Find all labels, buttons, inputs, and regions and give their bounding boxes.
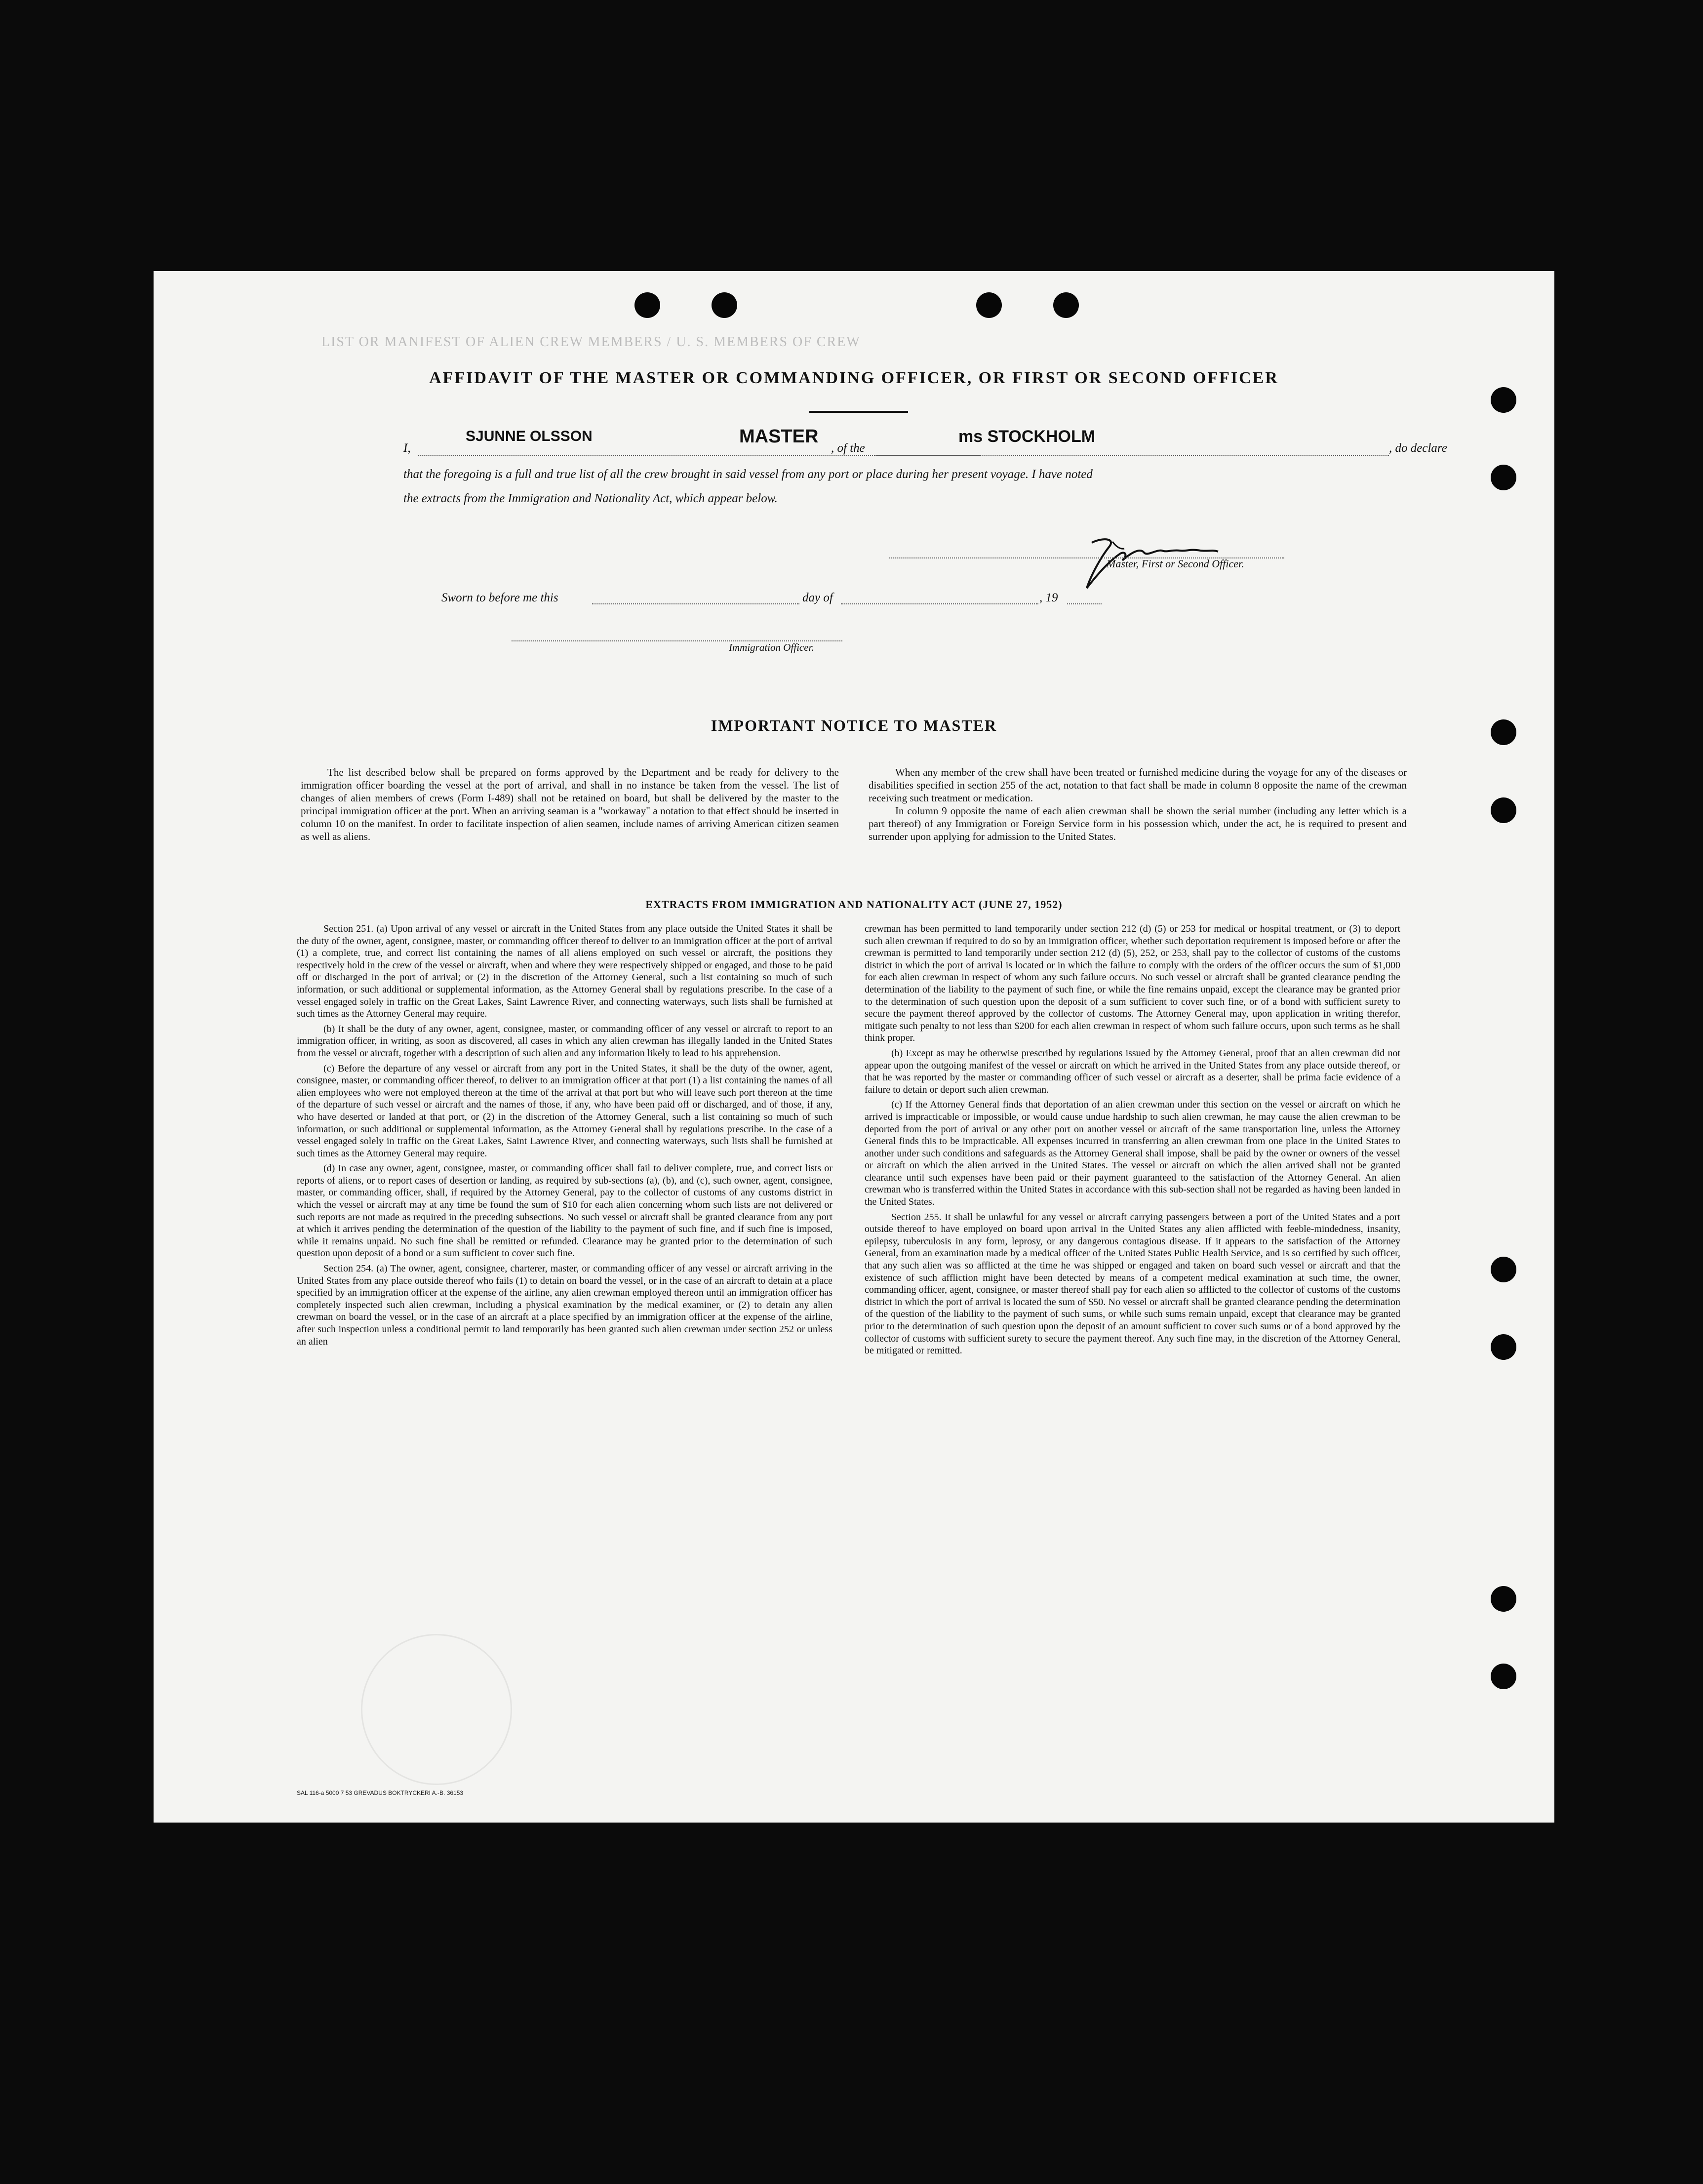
extract-paragraph: (b) It shall be the duty of any owner, agent, consignee, master, or commanding officer of any vessel or aircraft to report to an immigration officer, in writing, as soon as discovered, all cases in which any alien crewman has illegally landed in the United States from the vessel or aircraft, together with a description of such alien and any information likely to lead to his apprehension. <box>297 1023 832 1059</box>
immigration-officer-caption: Immigration Officer. <box>729 641 814 653</box>
day-of-text: day of <box>802 591 833 604</box>
notice-paragraph: The list described below shall be prepared on forms approved by the Department and be ready for delivery to the immigration officer boarding the vessel at the port of arrival, and shall in no instance be taken from the vessel. The list of changes of alien members of crews (Form I-489) shall not be retained on board, but shall be delivered by the master to the principal immigration officer at the port. When an arriving seaman is a "workaway" a notation to that effect should be inserted in column 10 on the manifest. In order to facilitate inspection of alien seamen, include names of arriving American citizen seamen as well as aliens. <box>301 766 839 842</box>
extract-paragraph: Section 254. (a) The owner, agent, consignee, charterer, master, or commanding officer of any vessel or aircraft arriving in the United States from any place outside thereof who fails (1) to detain on board the vessel, or in the case of an aircraft to detain at a place specified by an immigration officer at the expense of the airline, any alien crewman employed thereon until an immigration officer has completely inspected such alien crewman, including a physical examination by the medical examiner, or (2) to detain any alien crewman on board the vessel, or in the case of an aircraft at a place specified by an immigration officer at the expense of the airline, after such inspection unless a conditional permit to land temporarily has been granted such alien crewman under section 252 or unless an alien <box>297 1263 832 1347</box>
punch-hole <box>1491 1664 1516 1689</box>
punch-hole <box>1053 292 1079 318</box>
year-prefix: , 19 <box>1039 591 1058 604</box>
extracts-title: EXTRACTS FROM IMMIGRATION AND NATIONALITY ACT (JUNE 27, 1952) <box>645 898 1063 911</box>
extract-paragraph: (c) If the Attorney General finds that deportation of an alien crewman under this section on the vessel or aircraft on which he arrived is impracticable or impossible, or would cause undue hardship to such alien crewman, he may cause the alien crewman to be deported from the port of arrival or any other port on another vessel or aircraft of the same transportation line, unless the Attorney General finds this to be impracticable. All expenses incurred in transferring an alien crewman from one place in the United States to another under such conditions and safeguards as the Attorney General shall impose, shall be paid by the owner or owners of the vessel or aircraft on which the alien arrived in the United States. The vessel or aircraft on which the alien arrived shall not be granted clearance until such expenses have been paid or their payment guaranteed to the satisfaction of the Attorney General. An alien crewman who is transferred within the United States in accordance with this sub-section shall not be regarded as having been landed in the United States. <box>865 1099 1400 1208</box>
extract-paragraph: (b) Except as may be otherwise prescribed by regulations issued by the Attorney General, proof that an alien crewman did not appear upon the outgoing manifest of the vessel or aircraft on which he arrived in the United States from any place outside thereof, or that he was reported by the master or commanding officer of such vessel or aircraft as a deserter, shall be prima facie evidence of a failure to detain or deport such alien crewman. <box>865 1047 1400 1095</box>
extract-paragraph: crewman has been permitted to land temporarily under section 212 (d) (5) or 253 for medical or hospital treatment, or (3) to deport such alien crewman if required to do so by an immigration officer, whether such deportation requirement is imposed before or after the crewman is permitted to land temporarily under section 212 (d) (5), 252, or 253, shall pay to the collector of customs of the customs district in which the port of arrival is located or in which the failure to comply with the orders of the officer occurs the sum of $1,000 for each alien crewman in respect of whom any such failure occurs. No such vessel or aircraft shall be granted clearance pending the determination of the liability to the payment of such fine, or while the fine remains unpaid, except the clearance may be granted prior to the determination of such question upon the deposit of a sum sufficient to cover such fine, or of a bond with sufficient surety to secure the payment thereof approved by the collector of customs. The Attorney General may, upon application in writing therefor, mitigate such penalty to not less than $200 for each alien crewman in respect of whom such failure occurs, upon such terms as he shall think proper. <box>865 923 1400 1044</box>
notice-paragraph: When any member of the crew shall have been treated or furnished medicine during the voyage for any of the diseases or disabilities specified in section 255 of the act, notation to that fact shall be made in column 8 opposite the name of the crewman receiving such treatment or medication. <box>869 766 1407 804</box>
extract-paragraph: Section 251. (a) Upon arrival of any vessel or aircraft in the United States from any place outside the United States it shall be the duty of the owner, agent, consignee, master, or commanding officer thereof to deliver to an immigration officer at the port of arrival (1) a complete, true, and correct list containing the names of all aliens employed on such vessel or aircraft, the positions they respectively hold in the crew of the vessel or aircraft, when and where they were respectively shipped or engaged, and those to be paid off or discharged in the port of arrival; or (2) in the discretion of the Attorney General, such a list containing so much of such information, or such additional or supplemental information, as the Attorney General shall by regulations prescribe. In the case of a vessel engaged solely in traffic on the Great Lakes, Saint Lawrence River, and connecting waterways, such lists shall be furnished at such times as the Attorney General may require. <box>297 923 832 1020</box>
title-rule <box>809 411 908 413</box>
extract-paragraph: (c) Before the departure of any vessel or aircraft from any port in the United States, it shall be the duty of the owner, agent, consignee, master, or commanding officer thereof, to deliver to an immigration officer at that port (1) a list containing the names of all alien employees who were not employed thereon at the time of the arrival at that port but who will leave such port thereon at the time of the departure of such vessel or aircraft and the names of those, if any, who have been paid off or discharged, and of those, if any, who have deserted or landed at that port, or (2) in the discretion of the Attorney General, such a list containing so much of such information, or such additional or supplemental information, as the Attorney General shall by regulations prescribe. In the case of a vessel engaged solely in traffic on the Great Lakes, Saint Lawrence River, and connecting waterways, such lists shall be furnished at such times as the Attorney General may require. <box>297 1063 832 1159</box>
faint-bleedthrough-header: LIST OR MANIFEST OF ALIEN CREW MEMBERS / U. S. MEMBERS OF CREW <box>321 334 861 350</box>
embossed-seal <box>361 1634 512 1785</box>
declaration-line-3: the extracts from the Immigration and Nationality Act, which appear below. <box>403 492 778 505</box>
punch-hole <box>1491 1257 1516 1282</box>
vessel-field-dots <box>875 455 1389 456</box>
punch-hole <box>712 292 737 318</box>
extract-paragraph: Section 255. It shall be unlawful for any vessel or aircraft carrying passengers between a port of the United States and a port outside thereof to have employed on board upon arrival in the United States any alien afflicted with feeble-mindedness, insanity, epilepsy, tuberculosis in any form, leprosy, or any dangerous contagious disease. If it appears to the satisfaction of the Attorney General, from an examination made by a medical officer of the United States Public Health Service, and is so certified by such officer, that any such alien was so afflicted at the time he was shipped or engaged and taken on board such vessel or aircraft and that the existence of such affliction might have been detected by means of a competent medical examination at such time, the owner, commanding officer, agent, consignee, or master thereof shall pay for each alien so afflicted to the collector of customs of the customs district in which the port of arrival is located the sum of $50. No vessel or aircraft shall be granted clearance pending the determination of the question of the liability to the payment of such sums, or while such sums remain unpaid, except that clearance may be granted prior to the determination of such question upon the deposit of an amount sufficient to cover such sums or of a bond approved by the collector of customs with sufficient surety to secure the payment thereof. Any such fine may, in the discretion of the Attorney General, be mitigated or remitted. <box>865 1211 1400 1356</box>
extracts-right-column <box>865 923 1400 1360</box>
affidavit-title: AFFIDAVIT OF THE MASTER OR COMMANDING OFFICER, OR FIRST OR SECOND OFFICER <box>429 369 1279 387</box>
i-prefix: I, <box>403 441 411 455</box>
notice-title: IMPORTANT NOTICE TO MASTER <box>711 716 997 734</box>
signature-caption: Master, First or Second Officer. <box>1107 557 1244 570</box>
extract-paragraph: (d) In case any owner, agent, consignee, master, or commanding officer shall fail to deliver complete, true, and correct lists or reports of aliens, or to report cases of desertion or landing, as required by sub-sections (a), (b), and (c), such owner, agent, consignee, master, or commanding officer, shall, if required by the Attorney General, pay to the collector of customs of any customs district in which the vessel or aircraft may at any time be found the sum of $10 for each alien concerning whom such lists are not delivered or such reports are not made as required in the preceding subsections. No such vessel or aircraft shall be granted clearance from any port at which it arrives pending the determination of the question of the liability to the payment of such fine, and if such fine is imposed, while it remains unpaid. No such fine shall be remitted or refunded. Clearance may be granted prior to the determination of such question upon deposit of a bond or a sum sufficient to cover such fine. <box>297 1163 832 1259</box>
sworn-month-dots <box>841 603 1038 604</box>
sworn-year-dots <box>1067 603 1102 604</box>
rank: MASTER <box>739 426 819 447</box>
document-page <box>154 271 1554 1823</box>
sworn-prefix: Sworn to before me this <box>441 591 558 604</box>
punch-hole <box>1491 465 1516 490</box>
form-footer: SAL 116-a 5000 7 53 GREVADUS BOKTRYCKERI A.-B. 36153 <box>297 1789 464 1796</box>
do-declare-text: , do declare <box>1389 441 1447 455</box>
master-name: SJUNNE OLSSON <box>466 428 593 444</box>
vessel-name: ms STOCKHOLM <box>958 427 1096 446</box>
of-the-text: , of the <box>831 441 865 455</box>
punch-hole <box>976 292 1002 318</box>
sworn-day-dots <box>592 603 799 604</box>
punch-hole <box>1491 387 1516 413</box>
notice-paragraph: In column 9 opposite the name of each alien crewman shall be shown the serial number (including any letter which is a part thereof) of any Immigration or Foreign Service form in his possession which, under the act, he is required to present and surrender upon applying for admission to the United States. <box>869 805 1407 842</box>
punch-hole <box>1491 1586 1516 1612</box>
declaration-line-2: that the foregoing is a full and true list of all the crew brought in said vessel from any port or place during her present voyage. I have noted <box>403 468 1093 481</box>
punch-hole <box>1491 797 1516 823</box>
punch-hole <box>634 292 660 318</box>
notice-right-column <box>869 766 1407 843</box>
notice-left-column <box>301 766 839 843</box>
extracts-left-column <box>297 923 832 1350</box>
punch-hole <box>1491 1334 1516 1360</box>
